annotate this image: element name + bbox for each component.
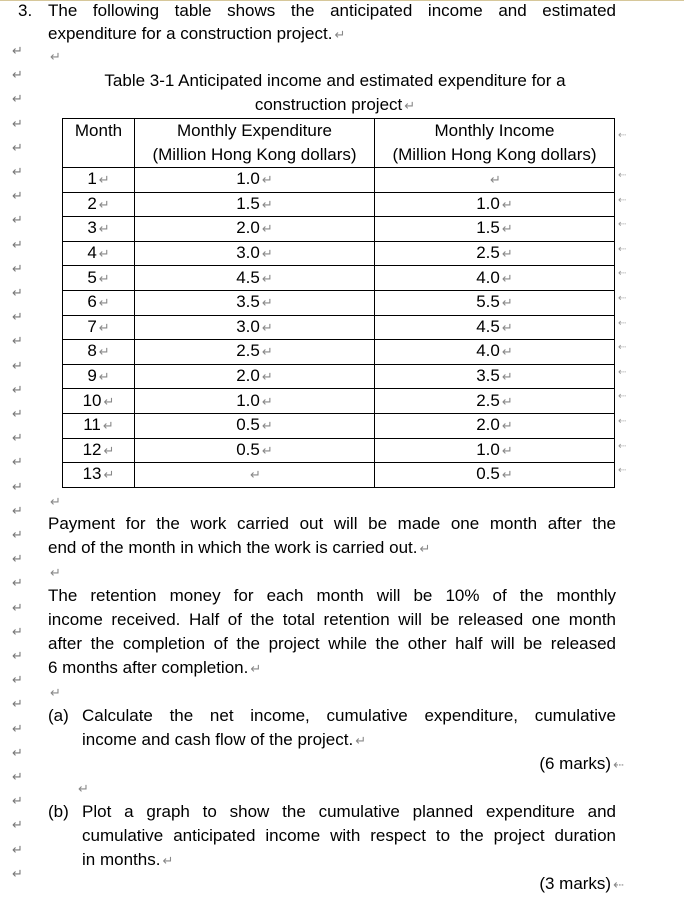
gutter-paragraph-mark: ↵	[12, 430, 23, 446]
cell-expenditure: 1.0 ↵	[135, 168, 375, 193]
table-row-end-mark: ⇠	[618, 440, 627, 452]
table-row	[63, 266, 615, 291]
part-a-marks: (6 marks) ⇠	[539, 754, 624, 773]
gutter-paragraph-mark: ↵	[12, 164, 23, 179]
table-row	[63, 168, 615, 193]
gutter-paragraph-mark: ↵	[12, 793, 23, 809]
retention-line2: income received. Half of the total retention will be released one month	[48, 610, 616, 629]
gutter-paragraph-mark: ↵	[12, 478, 23, 494]
cell-expenditure: 3.0 ↵	[135, 241, 375, 266]
table-caption-line1: Table 3-1 Anticipated income and estimated expenditure for a	[104, 71, 566, 90]
gutter-paragraph-mark: ↵	[12, 623, 23, 639]
cell-month: 13 ↵	[63, 463, 135, 488]
payment-line2: end of the month in which the work is carried out. ↵	[48, 538, 431, 557]
gutter-paragraph-mark: ↵	[12, 236, 23, 252]
table-row	[63, 241, 615, 266]
cell-month: 7 ↵	[63, 315, 135, 340]
table-row-end-mark: ⇠	[618, 243, 627, 255]
table-row-end-mark: ⇠	[618, 194, 627, 206]
question-number: 3.	[18, 1, 33, 20]
gutter-paragraph-mark: ↵	[12, 43, 23, 58]
cell-month: 9 ↵	[63, 364, 135, 389]
table-row	[63, 217, 615, 242]
cell-income: ↵	[375, 168, 615, 193]
question-intro-line1: The following table shows the anticipated income and estimated	[48, 1, 616, 20]
gutter-paragraph-mark: ↵	[12, 696, 23, 712]
table-row	[63, 413, 615, 438]
gutter-paragraph-mark: ↵	[12, 381, 23, 397]
cell-income: 2.5 ↵	[375, 389, 615, 414]
cell-month: 8 ↵	[63, 340, 135, 365]
cell-income: 4.0 ↵	[375, 340, 615, 365]
cell-income: 1.0 ↵	[375, 192, 615, 217]
cell-month: 12 ↵	[63, 438, 135, 463]
table-row-end-mark: ⇠	[618, 366, 627, 378]
retention-line4: 6 months after completion. ↵	[48, 658, 262, 677]
gutter-paragraph-mark: ↵	[12, 865, 23, 881]
table-row-end-mark: ⇠	[618, 130, 627, 141]
gutter-paragraph-mark: ↵	[12, 769, 23, 784]
cell-month: 3 ↵	[63, 217, 135, 242]
cell-month: 5 ↵	[63, 266, 135, 291]
empty-paragraph-mark: ↵	[50, 685, 61, 700]
gutter-paragraph-mark: ↵	[12, 333, 23, 349]
gutter-paragraph-mark: ↵	[12, 454, 23, 470]
gutter-paragraph-mark: ↵	[12, 309, 23, 325]
cell-expenditure: 2.5 ↵	[135, 340, 375, 365]
table-row	[63, 389, 615, 414]
part-a-label: (a)	[48, 706, 69, 725]
gutter-paragraph-mark: ↵	[12, 672, 23, 688]
gutter-paragraph-mark: ↵	[12, 744, 23, 760]
cell-expenditure: 3.5 ↵	[135, 290, 375, 315]
cell-expenditure: 3.0 ↵	[135, 315, 375, 340]
gutter-paragraph-mark: ↵	[12, 357, 23, 373]
gutter-paragraph-mark: ↵	[12, 260, 23, 276]
gutter-paragraph-mark: ↵	[12, 648, 23, 663]
cell-income: 1.5 ↵	[375, 217, 615, 242]
table-header-row	[63, 119, 615, 168]
table-row-end-mark: ⇠	[618, 416, 627, 427]
cell-income: 2.5 ↵	[375, 241, 615, 266]
header-income: Monthly Income (Million Hong Kong dollars)	[375, 119, 615, 168]
gutter-paragraph-mark: ↵	[12, 502, 23, 518]
part-b-line2: cumulative anticipated income with respect to the project duration	[82, 826, 616, 845]
part-b-marks: (3 marks) ⇠	[539, 874, 624, 893]
part-b-label: (b)	[48, 802, 69, 821]
table-row-end-mark: ⇠	[618, 293, 627, 304]
cell-expenditure: 4.5 ↵	[135, 266, 375, 291]
header-expenditure: Monthly Expenditure (Million Hong Kong dollars)	[135, 119, 375, 168]
cell-income: 2.0 ↵	[375, 413, 615, 438]
table-row-end-mark: ⇠	[618, 317, 627, 329]
table-row	[63, 364, 615, 389]
part-b-line3: in months. ↵	[82, 850, 174, 869]
gutter-paragraph-mark: ↵	[12, 575, 23, 591]
gutter-paragraph-mark: ↵	[12, 188, 23, 204]
table-row-end-mark: ⇠	[618, 268, 627, 280]
gutter-paragraph-mark: ↵	[12, 139, 23, 155]
table-row-end-mark: ⇠	[618, 342, 627, 354]
empty-paragraph-mark: ↵	[50, 565, 61, 580]
table-caption-line2: construction project ↵	[254, 95, 416, 114]
income-expenditure-table	[62, 118, 615, 488]
gutter-paragraph-mark: ↵	[12, 551, 23, 567]
header-month: Month	[63, 119, 135, 168]
cell-income: 0.5 ↵	[375, 463, 615, 488]
cell-expenditure: 1.0 ↵	[135, 389, 375, 414]
table-row	[63, 463, 615, 488]
retention-line1: The retention money for each month will be 10% of the monthly	[48, 586, 616, 605]
gutter-paragraph-mark: ↵	[12, 406, 23, 421]
table-row	[63, 315, 615, 340]
cell-expenditure: ↵	[135, 463, 375, 488]
gutter-paragraph-mark: ↵	[12, 841, 23, 857]
gutter-paragraph-mark: ↵	[12, 115, 23, 131]
gutter-paragraph-mark: ↵	[12, 212, 23, 228]
table-row-end-mark: ⇠	[618, 465, 627, 477]
cell-income: 1.0 ↵	[375, 438, 615, 463]
cell-month: 10 ↵	[63, 389, 135, 414]
cell-expenditure: 0.5 ↵	[135, 413, 375, 438]
gutter-paragraph-mark: ↵	[12, 599, 23, 615]
gutter-paragraph-mark: ↵	[12, 285, 23, 300]
empty-paragraph-mark: ↵	[50, 49, 61, 64]
cell-expenditure: 2.0 ↵	[135, 217, 375, 242]
table-row	[63, 290, 615, 315]
cell-income: 4.0 ↵	[375, 266, 615, 291]
table-row-end-mark: ⇠	[618, 170, 627, 181]
cell-income: 3.5 ↵	[375, 364, 615, 389]
part-a-line2: income and cash flow of the project. ↵	[82, 730, 367, 749]
empty-paragraph-mark: ↵	[50, 494, 61, 509]
table-row	[63, 340, 615, 365]
cell-month: 4 ↵	[63, 241, 135, 266]
cell-expenditure: 1.5 ↵	[135, 192, 375, 217]
cell-expenditure: 2.0 ↵	[135, 364, 375, 389]
retention-line3: after the completion of the project while the other half will be released	[48, 634, 616, 653]
cell-month: 6 ↵	[63, 290, 135, 315]
gutter-paragraph-mark: ↵	[12, 91, 23, 107]
payment-line1: Payment for the work carried out will be made one month after the	[48, 514, 616, 533]
table-row-end-mark: ⇠	[618, 219, 627, 231]
part-a-line1: Calculate the net income, cumulative expenditure, cumulative	[82, 706, 616, 725]
table-row	[63, 438, 615, 463]
table-row-end-mark: ⇠	[618, 391, 627, 403]
question-intro-line2: expenditure for a construction project. ↵	[48, 24, 346, 43]
table-row	[63, 192, 615, 217]
cell-month: 11 ↵	[63, 413, 135, 438]
cell-income: 5.5 ↵	[375, 290, 615, 315]
cell-expenditure: 0.5 ↵	[135, 438, 375, 463]
gutter-paragraph-mark: ↵	[12, 817, 23, 833]
gutter-paragraph-mark: ↵	[12, 67, 23, 83]
cell-month: 1 ↵	[63, 168, 135, 193]
cell-income: 4.5 ↵	[375, 315, 615, 340]
cell-month: 2 ↵	[63, 192, 135, 217]
empty-paragraph-mark: ↵	[78, 781, 89, 796]
part-b-line1: Plot a graph to show the cumulative planned expenditure and	[82, 802, 616, 821]
gutter-paragraph-mark: ↵	[12, 527, 23, 542]
gutter-paragraph-mark: ↵	[12, 720, 23, 736]
